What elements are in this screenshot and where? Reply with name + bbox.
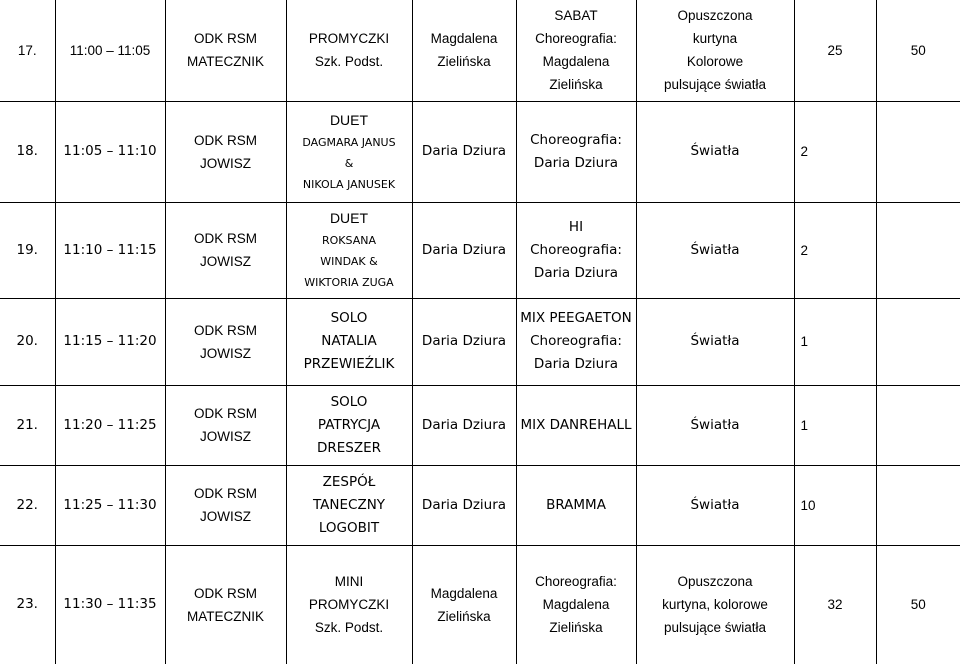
- participant-count: 1: [794, 385, 876, 465]
- category: SOLO NATALIA PRZEWIEŹLIK: [286, 298, 412, 385]
- row-number: 17.: [0, 0, 55, 101]
- time-slot: 11:15 – 11:20: [55, 298, 165, 385]
- piece-title: BRAMMA: [516, 465, 636, 545]
- row-number: 23.: [0, 545, 55, 664]
- duration: [876, 465, 960, 545]
- teacher: Daria Dziura: [412, 101, 516, 202]
- row-number: 21.: [0, 385, 55, 465]
- organizer: ODK RSM JOWISZ: [165, 101, 286, 202]
- row-number: 18.: [0, 101, 55, 202]
- duration: [876, 298, 960, 385]
- row-number: 20.: [0, 298, 55, 385]
- teacher: Daria Dziura: [412, 202, 516, 298]
- piece-title: MIX DANREHALL: [516, 385, 636, 465]
- time-slot: 11:05 – 11:10: [55, 101, 165, 202]
- row-number: 22.: [0, 465, 55, 545]
- time-slot: 11:20 – 11:25: [55, 385, 165, 465]
- teacher: Daria Dziura: [412, 385, 516, 465]
- teacher: Daria Dziura: [412, 465, 516, 545]
- organizer: ODK RSM JOWISZ: [165, 465, 286, 545]
- piece-title: Choreografia: Magdalena Zielińska: [516, 545, 636, 664]
- table-row: [0, 545, 960, 664]
- participant-count: 2: [794, 101, 876, 202]
- technical-requirements: Światła: [636, 465, 794, 545]
- table-row: [0, 385, 960, 465]
- duration: [876, 385, 960, 465]
- table-row: [0, 465, 960, 545]
- organizer: ODK RSM JOWISZ: [165, 298, 286, 385]
- organizer: ODK RSM JOWISZ: [165, 202, 286, 298]
- category: ZESPÓŁ TANECZNY LOGOBIT: [286, 465, 412, 545]
- teacher: Daria Dziura: [412, 298, 516, 385]
- piece-title: SABAT Choreografia: Magdalena Zielińska: [516, 0, 636, 101]
- row-number: 19.: [0, 202, 55, 298]
- time-slot: 11:25 – 11:30: [55, 465, 165, 545]
- time-slot: 11:00 – 11:05: [55, 0, 165, 101]
- category: DUET ROKSANA WINDAK & WIKTORIA ZUGA: [286, 202, 412, 298]
- duration: 50: [876, 0, 960, 101]
- category: PROMYCZKI Szk. Podst.: [286, 0, 412, 101]
- organizer: ODK RSM MATECZNIK: [165, 0, 286, 101]
- participant-count: 1: [794, 298, 876, 385]
- category: MINI PROMYCZKI Szk. Podst.: [286, 545, 412, 664]
- technical-requirements: Światła: [636, 385, 794, 465]
- participant-count: 25: [794, 0, 876, 101]
- time-slot: 11:10 – 11:15: [55, 202, 165, 298]
- category: SOLO PATRYCJA DRESZER: [286, 385, 412, 465]
- organizer: ODK RSM MATECZNIK: [165, 545, 286, 664]
- participant-count: 2: [794, 202, 876, 298]
- duration: [876, 202, 960, 298]
- organizer: ODK RSM JOWISZ: [165, 385, 286, 465]
- teacher: Magdalena Zielińska: [412, 545, 516, 664]
- participant-count: 32: [794, 545, 876, 664]
- piece-title: Choreografia: Daria Dziura: [516, 101, 636, 202]
- technical-requirements: Opuszczona kurtyna Kolorowe pulsujące światła: [636, 0, 794, 101]
- technical-requirements: Światła: [636, 202, 794, 298]
- piece-title: HI Choreografia: Daria Dziura: [516, 202, 636, 298]
- table-row: [0, 101, 960, 202]
- table-row: [0, 202, 960, 298]
- table-row: [0, 0, 960, 101]
- technical-requirements: Światła: [636, 101, 794, 202]
- technical-requirements: Opuszczona kurtyna, kolorowe pulsujące światła: [636, 545, 794, 664]
- time-slot: 11:30 – 11:35: [55, 545, 165, 664]
- table-row: [0, 298, 960, 385]
- technical-requirements: Światła: [636, 298, 794, 385]
- teacher: Magdalena Zielińska: [412, 0, 516, 101]
- piece-title: MIX PEEGAETON Choreografia: Daria Dziura: [516, 298, 636, 385]
- duration: [876, 101, 960, 202]
- category: DUET DAGMARA JANUS & NIKOLA JANUSEK: [286, 101, 412, 202]
- participant-count: 10: [794, 465, 876, 545]
- duration: 50: [910, 597, 926, 613]
